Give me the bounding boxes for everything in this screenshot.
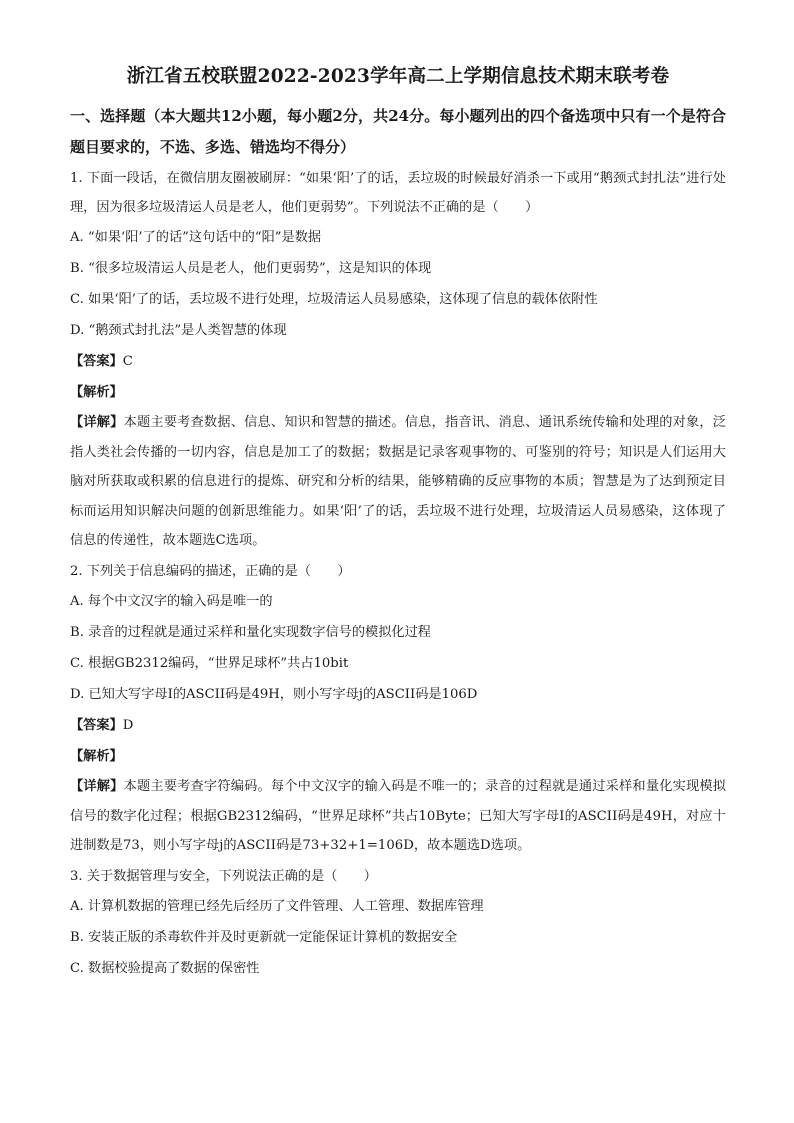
detail-label: 【详解】 <box>70 415 124 430</box>
detail-label: 【详解】 <box>70 779 124 794</box>
section-heading <box>70 101 726 163</box>
option-a: A. 计算机数据的管理已经先后经历了文件管理、人工管理、数据库管理 <box>70 899 484 914</box>
detail-text: 本题主要考查字符编码。每个中文汉字的输入码是不唯一的；录音的过程就是通过采样和量化实现模拟信号的数字化过程；根据GB2312编码，“世界足球杯”共占10Byte；已知大写字母I的ASCII码是49H，对应十进制数是73，则小写字母j的ASCII码是73+32+1=106D，故本题选D选项。 <box>70 779 727 853</box>
section-label: 一、选择题 <box>70 107 146 125</box>
option-c: C. 数据校验提高了数据的保密性 <box>70 961 260 976</box>
option-b: B. “很多垃圾清运人员是老人，他们更弱势”，这是知识的体现 <box>70 261 432 276</box>
analysis-label: 【解析】 <box>70 385 123 400</box>
answer-line <box>70 710 726 741</box>
answer-label: 【答案】 <box>70 354 123 369</box>
detail-text: 本题主要考查数据、信息、知识和智慧的描述。信息，指音讯、消息、通讯系统传输和处理的对象，泛指人类社会传播的一切内容，信息是加工了的数据；数据是记录客观事物的、可鉴别的符号；知识是人们运用大脑对所获取或积累的信息进行的提炼、研究和分析的结果，能够精确的反应事物的本质；智慧是为了达到预定目标而运用知识解决问题的创新思维能力。如果‘阳’了的话，丢垃圾不进行处理，垃圾清运人员易感染，这体现了信息的传递性，故本题选C选项。 <box>70 415 727 548</box>
option-b: B. 安装正版的杀毒软件并及时更新就一定能保证计算机的数据安全 <box>70 930 458 945</box>
question-3 <box>70 863 726 985</box>
answer-value: D <box>122 718 134 733</box>
analysis-label: 【解析】 <box>70 749 123 764</box>
question-1 <box>70 165 726 556</box>
option-d: D. “鹅颈式封扎法”是人类智慧的体现 <box>70 323 287 338</box>
section-note: （本大题共12小题，每小题2分，共24分。每小题列出的四个备选项中只有一个是符合题目要求的，不选、多选、错选均不得分） <box>70 107 726 156</box>
option-c: C. 如果‘阳’了的话，丢垃圾不进行处理，垃圾清运人员易感染，这体现了信息的载体依附性 <box>70 292 598 307</box>
question-stem: 2. 下列关于信息编码的描述，正确的是（ ） <box>70 563 351 579</box>
option-b: B. 录音的过程就是通过采样和量化实现数字信号的模拟化过程 <box>70 625 431 640</box>
answer-value: C <box>122 354 133 369</box>
option-a: A. 每个中文汉字的输入码是唯一的 <box>70 594 273 609</box>
option-a: A. “如果‘阳’了的话”这句话中的“阳”是数据 <box>70 230 322 245</box>
detail-paragraph <box>70 772 726 861</box>
option-d: D. 已知大写字母I的ASCII码是49H，则小写字母j的ASCII码是106D <box>70 687 478 702</box>
answer-label: 【答案】 <box>70 718 123 733</box>
page-title: 浙江省五校联盟2022-2023学年高二上学期信息技术期末联考卷 <box>126 66 670 87</box>
question-stem: 1. 下面一段话，在微信朋友圈被刷屏：“如果‘阳’了的话，丢垃圾的时候最好消杀一下或用“鹅颈式封扎法”进行处理，因为很多垃圾清运人员是老人，他们更弱势”。下列说法不正确的是（ ） <box>70 171 726 215</box>
option-c: C. 根据GB2312编码，“世界足球杯”共占10bit <box>70 656 349 671</box>
question-2 <box>70 558 726 861</box>
detail-paragraph <box>70 408 726 556</box>
question-stem: 3. 关于数据管理与安全，下列说法正确的是（ ） <box>70 868 377 884</box>
answer-line <box>70 346 726 377</box>
